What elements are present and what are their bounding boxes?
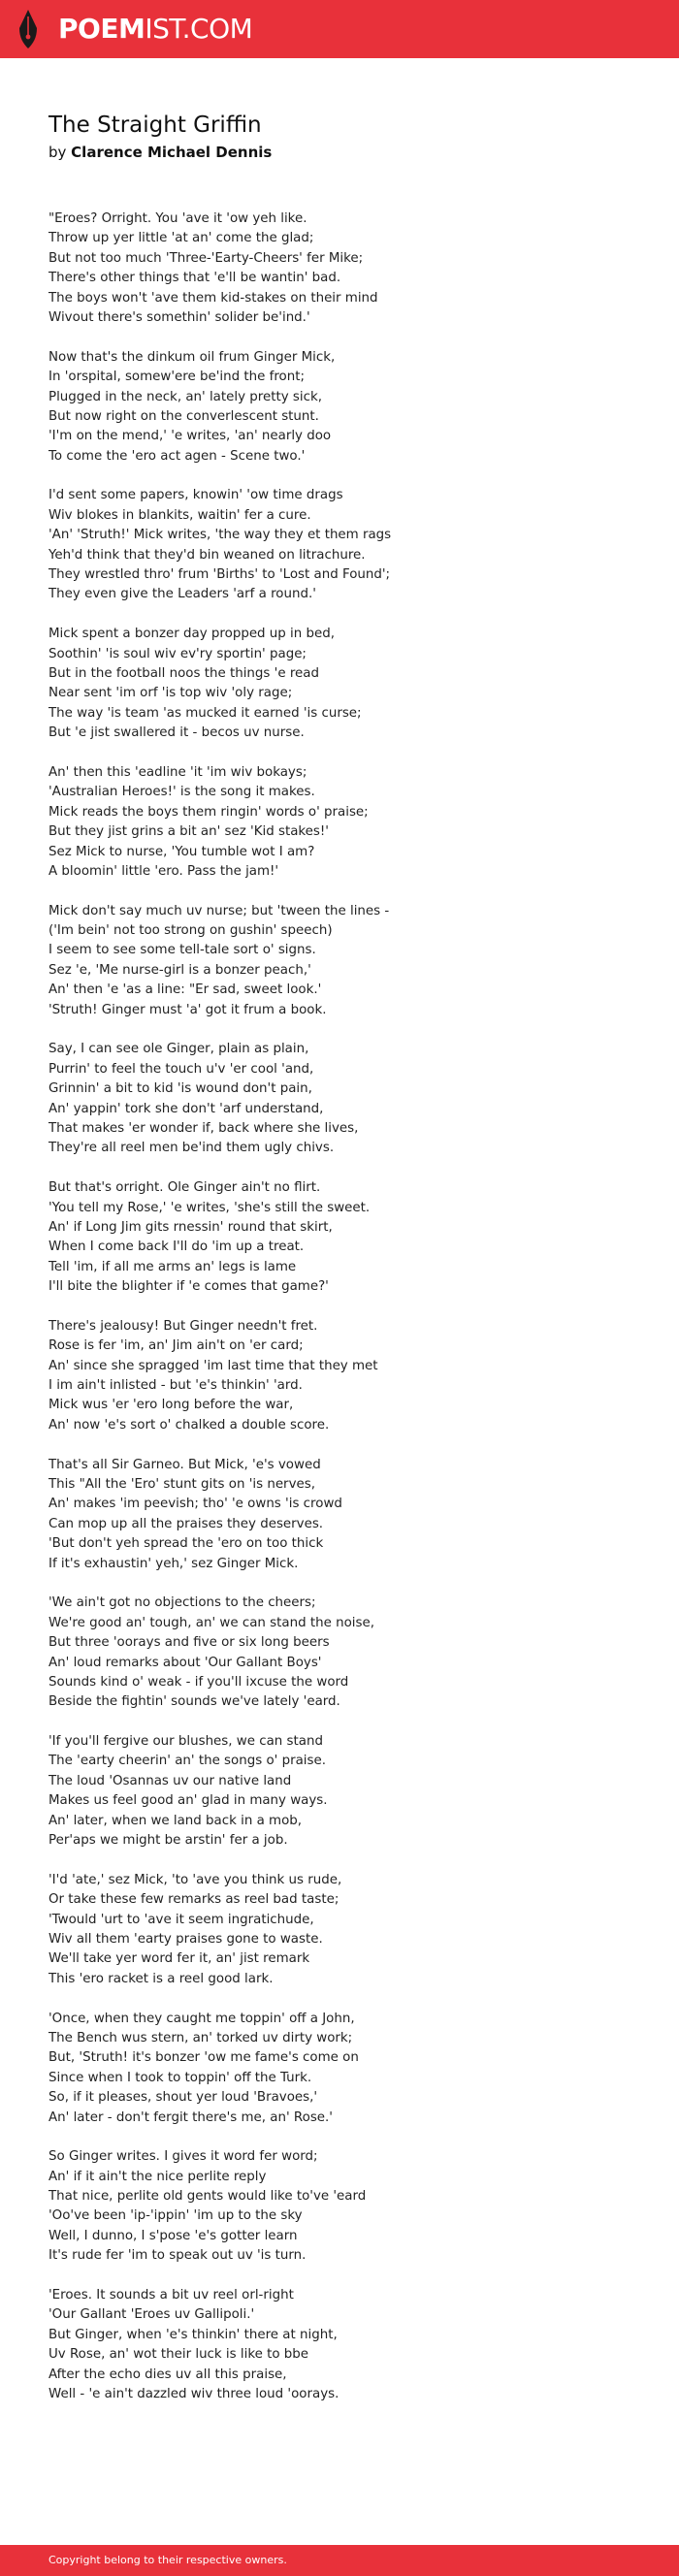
poem-line: That makes 'er wonder if, back where she lives,	[48, 1120, 359, 1136]
poem-line: Say, I can see ole Ginger, plain as plain,	[48, 1042, 309, 1057]
poem-line: Plugged in the neck, an' lately pretty sick,	[48, 389, 322, 404]
poem-line: This 'ero racket is a reel good lark.	[48, 1971, 274, 1986]
poem-line: Mick don't say much uv nurse; but 'tween the lines -	[48, 903, 390, 918]
poem-line: 'We ain't got no objections to the cheers;	[48, 1595, 316, 1611]
poem-line: But now right on the converlescent stunt.	[48, 408, 319, 424]
poem-line: This "All the 'Ero' stunt gits on 'is nerves,	[48, 1477, 315, 1492]
stanza	[48, 486, 650, 604]
poem-line: Can mop up all the praises they deserves.	[48, 1516, 324, 1531]
poem-line: 'Eroes. It sounds a bit uv reel orl-right	[48, 2288, 294, 2303]
poem-line: They even give the Leaders 'arf a round.'	[48, 587, 316, 602]
poem-line: Since when I took to toppin' off the Turk.	[48, 2070, 312, 2085]
poem-line: An' loud remarks about 'Our Gallant Boys'	[48, 1655, 322, 1670]
poem-line: But Ginger, when 'e's thinkin' there at night,	[48, 2327, 338, 2342]
poem-line: Now that's the dinkum oil frum Ginger Mick,	[48, 349, 336, 365]
poem-line: 'If you'll fergive our blushes, we can stand	[48, 1734, 323, 1750]
poem-line: 'Our Gallant 'Eroes uv Gallipoli.'	[48, 2307, 255, 2323]
poem-line: I'd sent some papers, knowin' 'ow time drags	[48, 488, 343, 503]
site-footer	[0, 2545, 679, 2576]
stanza	[48, 1317, 650, 1435]
logo-brand-bold: POEM	[58, 13, 146, 45]
poem-line: They wrestled thro' frum 'Births' to 'Lost and Found';	[48, 567, 391, 583]
poem-line: We're good an' tough, an' we can stand the noise,	[48, 1615, 374, 1630]
poem-line: An' makes 'im peevish; tho' 'e owns 'is crowd	[48, 1497, 342, 1512]
stanza	[48, 1040, 650, 1158]
poem-line: The loud 'Osannas uv our native land	[48, 1773, 292, 1788]
poem-line: The Bench wus stern, an' torked uv dirty work;	[48, 2030, 353, 2045]
stanza	[48, 1178, 650, 1297]
poem-line: But in the football noos the things 'e read	[48, 665, 319, 681]
author-link[interactable]: Clarence Michael Dennis	[71, 144, 273, 161]
poem-line: Uv Rose, an' wot their luck is like to bbe	[48, 2347, 309, 2363]
poem-title: The Straight Griffin	[48, 113, 262, 138]
logo-brand-light: IST.COM	[145, 13, 253, 45]
poem-line: Grinnin' a bit to kid 'is wound don't pain,	[48, 1081, 312, 1097]
poem-line: But they jist grins a bit an' sez 'Kid stakes!'	[48, 824, 329, 840]
poem-line: An' then this 'eadline 'it 'im wiv bokays;	[48, 764, 307, 780]
poem-line: An' now 'e's sort o' chalked a double score.	[48, 1417, 330, 1433]
poem-line: Mick wus 'er 'ero long before the war,	[48, 1398, 294, 1413]
poem-line: A bloomin' little 'ero. Pass the jam!'	[48, 863, 279, 879]
poem-line: There's jealousy! But Ginger needn't fret.	[48, 1318, 318, 1334]
poem-line: An' later, when we land back in a mob,	[48, 1813, 303, 1828]
poem-line: Per'aps we might be arstin' fer a job.	[48, 1833, 288, 1849]
poem-line: There's other things that 'e'll be wantin' bad.	[48, 271, 341, 286]
poem-line: That's all Sir Garneo. But Mick, 'e's vowed	[48, 1457, 321, 1472]
poem-line: Or take these few remarks as reel bad taste;	[48, 1892, 340, 1908]
poem-line: So, if it pleases, shout yer loud 'Bravoes,'	[48, 2090, 318, 2106]
poem-line: 'I'm on the mend,' 'e writes, 'an' nearly doo	[48, 429, 332, 444]
stanza	[48, 209, 650, 328]
poem-line: Sez Mick to nurse, 'You tumble wot I am?	[48, 844, 315, 859]
poem-line: The way 'is team 'as mucked it earned 'is curse;	[48, 705, 362, 721]
poem-line: When I come back I'll do 'im up a treat.	[48, 1240, 305, 1255]
poem-line: Sez 'e, 'Me nurse-girl is a bonzer peach,'	[48, 962, 311, 978]
poem-line: In 'orspital, somew'ere be'ind the front;	[48, 370, 305, 385]
poem-line: 'I'd 'ate,' sez Mick, 'to 'ave you think us rude,	[48, 1872, 342, 1887]
stanza	[48, 2147, 650, 2266]
poem-line: 'Once, when they caught me toppin' off a John,	[48, 2011, 355, 2026]
poem-line: The 'earty cheerin' an' the songs o' praise.	[48, 1754, 326, 1769]
poem-line: If it's exhaustin' yeh,' sez Ginger Mick.	[48, 1556, 299, 1571]
stanza	[48, 2286, 650, 2404]
poem-line: Tell 'im, if all me arms an' legs is lame	[48, 1259, 297, 1274]
poem-line: An' if it ain't the nice perlite reply	[48, 2169, 267, 2184]
poem-line: An' if Long Jim gits rnessin' round that skirt,	[48, 1219, 333, 1235]
poem-line: An' yappin' tork she don't 'arf understand,	[48, 1101, 324, 1116]
poem-line: But 'e jist swallered it - becos uv nurse.	[48, 725, 305, 741]
copyright-notice: Copyright belong to their respective owners.	[48, 2554, 287, 2566]
poem-line: I im ain't inlisted - but 'e's thinkin' 'ard.	[48, 1378, 303, 1394]
poem-line: 'An' 'Struth!' Mick writes, 'the way they et them rags	[48, 528, 392, 543]
stanza	[48, 902, 650, 1020]
poem-line: So Ginger writes. I gives it word fer word;	[48, 2149, 318, 2165]
stanza	[48, 1594, 650, 1712]
poem-line: But three 'oorays and five or six long beers	[48, 1635, 330, 1651]
poem-line: Soothin' 'is soul wiv ev'ry sportin' page;	[48, 646, 307, 661]
poem-line: But that's orright. Ole Ginger ain't no flirt.	[48, 1180, 321, 1196]
stanza	[48, 1732, 650, 1851]
poem-line: To come the 'ero act agen - Scene two.'	[48, 448, 306, 464]
poem-line: But, 'Struth! it's bonzer 'ow me fame's come on	[48, 2050, 359, 2066]
poem-body	[48, 209, 650, 2425]
poem-line: Throw up yer little 'at an' come the glad;	[48, 231, 314, 246]
poem-line: Sounds kind o' weak - if you'll ixcuse the word	[48, 1674, 349, 1690]
site-logo-text	[58, 14, 252, 45]
byline-prefix: by	[48, 144, 72, 161]
poem-line: But not too much 'Three-'Earty-Cheers' fer Mike;	[48, 250, 364, 266]
poem-byline	[48, 142, 272, 163]
poem-line: ('Im bein' not too strong on gushin' speech)	[48, 923, 333, 939]
poem-line: That nice, perlite old gents would like to've 'eard	[48, 2189, 367, 2205]
poem-line: I seem to see some tell-tale sort o' signs.	[48, 943, 316, 958]
stanza	[48, 1456, 650, 1574]
poem-line: Yeh'd think that they'd bin weaned on litrachure.	[48, 547, 366, 563]
poem-line: 'But don't yeh spread the 'ero on too thick	[48, 1536, 324, 1552]
poem-line: 'Oo've been 'ip-'ippin' 'im up to the sky	[48, 2208, 303, 2224]
poem-line: 'Australian Heroes!' is the song it makes.	[48, 785, 315, 800]
poem-line: Near sent 'im orf 'is top wiv 'oly rage;	[48, 686, 293, 701]
site-header	[0, 0, 679, 58]
poem-line: Purrin' to feel the touch u'v 'er cool 'and,	[48, 1061, 314, 1077]
stanza	[48, 2010, 650, 2128]
site-logo-link[interactable]	[0, 0, 252, 58]
poem-line: I'll bite the blighter if 'e comes that game?'	[48, 1279, 329, 1295]
poem-line: Makes us feel good an' glad in many ways.	[48, 1793, 328, 1809]
poem-line: They're all reel men be'ind them ugly chivs.	[48, 1141, 335, 1156]
poem-line: "Eroes? Orright. You 'ave it 'ow yeh like.	[48, 211, 307, 226]
stanza	[48, 1871, 650, 1989]
poem-line: An' later - don't fergit there's me, an' Rose.'	[48, 2109, 333, 2125]
poem-line: An' since she spragged 'im last time that they met	[48, 1358, 378, 1373]
poem-line: 'You tell my Rose,' 'e writes, 'she's still the sweet.	[48, 1200, 371, 1215]
poem-line: Beside the fightin' sounds we've lately 'eard.	[48, 1694, 340, 1710]
stanza	[48, 625, 650, 743]
poem-line: We'll take yer word fer it, an' jist remark	[48, 1951, 310, 1967]
stanza	[48, 348, 650, 467]
poem-line: It's rude fer 'im to speak out uv 'is turn.	[48, 2248, 307, 2264]
poem-line: Mick spent a bonzer day propped up in bed,	[48, 627, 336, 642]
fountain-pen-nib-icon	[16, 9, 40, 49]
poem-line: Mick reads the boys them ringin' words o' praise;	[48, 804, 369, 820]
poem-line: The boys won't 'ave them kid-stakes on their mind	[48, 290, 378, 306]
poem-line: An' then 'e 'as a line: "Er sad, sweet look.'	[48, 982, 322, 998]
poem-line: Wiv blokes in blankits, waitin' fer a cure.	[48, 507, 311, 523]
stanza	[48, 763, 650, 882]
poem-line: Well, I dunno, I s'pose 'e's gotter learn	[48, 2228, 298, 2243]
poem-line: After the echo dies uv all this praise,	[48, 2367, 287, 2382]
poem-line: Rose is fer 'im, an' Jim ain't on 'er card;	[48, 1338, 304, 1354]
poem-line: Wiv all them 'earty praises gone to waste.	[48, 1931, 323, 1947]
poem-line: Wivout there's somethin' solider be'ind.'	[48, 309, 310, 325]
poem-line: 'Struth! Ginger must 'a' got it frum a book.	[48, 1002, 327, 1017]
poem-line: Well - 'e ain't dazzled wiv three loud 'oorays.	[48, 2386, 340, 2401]
poem-line: 'Twould 'urt to 'ave it seem ingratichude,	[48, 1912, 314, 1927]
